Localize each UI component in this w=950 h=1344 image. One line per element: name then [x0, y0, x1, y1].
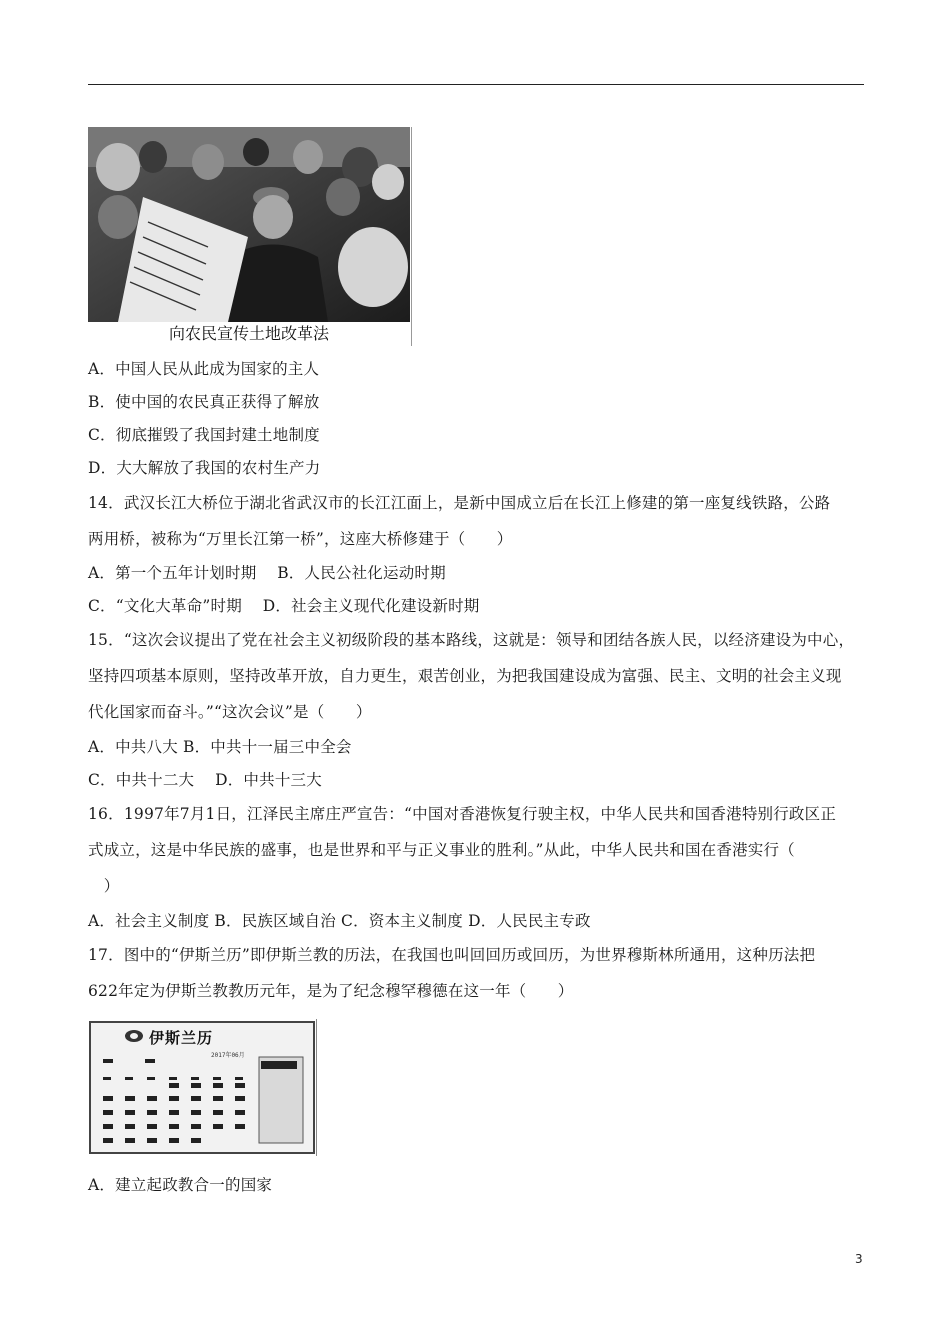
- q15-options-line-1: A．中共八大 B．中共十一届三中全会: [88, 738, 352, 756]
- land-reform-photo: [88, 127, 412, 346]
- q16-stem-line-1: 16．1997年7月1日，江泽民主席庄严宣告：“中国对香港恢复行驶主权，中华人民共和国香港特别行政区正: [88, 805, 837, 823]
- q16-stem-line-2: 式成立，这是中华民族的盛事，也是世界和平与正义事业的胜利。”从此，中华人民共和国在香港实行（: [88, 841, 795, 859]
- q15-options-line-2: C．中共十二大 D．中共十三大: [88, 771, 322, 789]
- q13-option-d: D．大大解放了我国的农村生产力: [88, 459, 321, 477]
- calendar-frame: [89, 1021, 315, 1154]
- calendar-date: 2017年06月: [211, 1052, 245, 1059]
- photo-caption: 向农民宣传土地改革法: [168, 324, 329, 343]
- q13-option-a: A．中国人民从此成为国家的主人: [88, 360, 320, 378]
- page-number: 3: [855, 1252, 863, 1266]
- q14-options-line-1: A．第一个五年计划时期 B．人民公社化运动时期: [88, 564, 446, 582]
- q14-stem-line-1: 14．武汉长江大桥位于湖北省武汉市的长江江面上，是新中国成立后在长江上修建的第一座复线铁路，公路: [88, 494, 831, 512]
- q14-options-line-2: C．“文化大革命”时期 D．社会主义现代化建设新时期: [88, 597, 480, 615]
- q17-option-a: A．建立起政教合一的国家: [88, 1176, 273, 1194]
- q13-option-c: C．彻底摧毁了我国封建土地制度: [88, 426, 320, 444]
- q15-stem-line-2: 坚持四项基本原则，坚持改革开放，自力更生，艰苦创业，为把我国建设成为富强、民主、文明的社会主义现: [88, 667, 842, 685]
- q16-stem-line-3: ）: [88, 877, 120, 895]
- islamic-calendar-image: [88, 1019, 317, 1156]
- q15-stem-line-1: 15．“这次会议提出了党在社会主义初级阶段的基本路线，这就是：领导和团结各族人民，以经济建设为中心，: [88, 631, 855, 649]
- q13-option-b: B．使中国的农民真正获得了解放: [88, 393, 320, 411]
- q17-stem-line-1: 17．图中的“伊斯兰历”即伊斯兰教的历法，在我国也叫回回历或回历，为世界穆斯林所通用，这种历法把: [88, 946, 816, 964]
- crowd-reading-scroll-illustration: [88, 127, 410, 322]
- calendar-day-grid: [89, 1021, 315, 1154]
- q17-stem-line-2: 622年定为伊斯兰教教历元年，是为了纪念穆罕穆德在这一年（ ）: [88, 982, 574, 1000]
- header-rule: [88, 84, 864, 85]
- q16-options-line: A．社会主义制度 B．民族区域自治 C．资本主义制度 D．人民民主专政: [88, 912, 591, 930]
- q14-stem-line-2: 两用桥，被称为“万里长江第一桥”，这座大桥修建于（ ）: [88, 530, 513, 548]
- calendar-title: 伊斯兰历: [149, 1029, 214, 1047]
- q15-stem-line-3: 代化国家而奋斗。”“这次会议”是（ ）: [88, 703, 372, 721]
- land-reform-photo-image: [88, 127, 410, 322]
